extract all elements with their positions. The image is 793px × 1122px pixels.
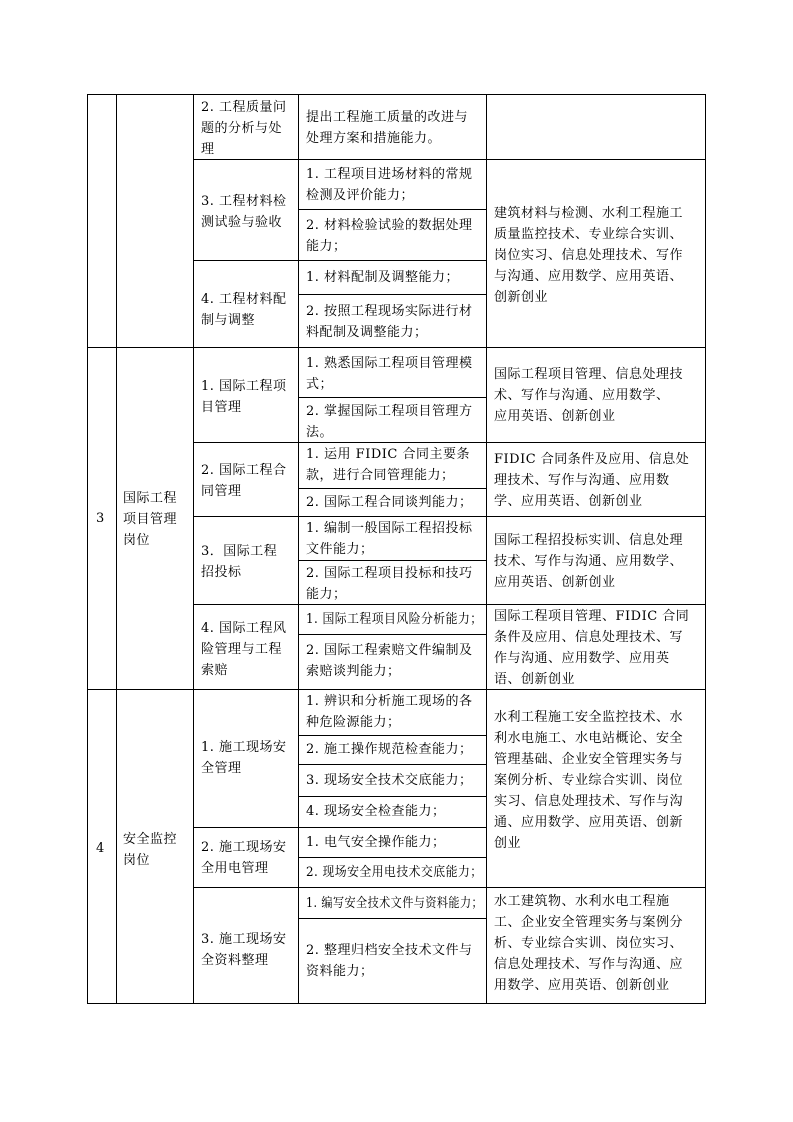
col-divider-2	[193, 94, 194, 1004]
course-line: 用数学、应用英语、创新创业	[494, 978, 670, 993]
ability-separator	[298, 560, 486, 561]
post-name-line: 岗位	[123, 853, 151, 868]
course-line: 岗位实习、信息处理技术、写作	[494, 248, 684, 263]
task-separator	[193, 827, 486, 828]
course-line: 条件及应用、信息处理技术、写	[494, 630, 684, 645]
ability-separator	[298, 488, 486, 489]
ability-line: 4. 现场安全检查能力；	[306, 804, 446, 819]
task-name-line: 2. 工程质量问	[201, 100, 287, 115]
task-name-line: 2. 施工现场安	[201, 840, 287, 855]
ability-line: 1. 编制一般国际工程招投标	[306, 521, 473, 536]
table-bottom-border	[87, 1003, 706, 1004]
task-separator	[193, 887, 706, 888]
task-name-line: 3．国际工程	[201, 544, 278, 559]
course-line: 国际工程项目管理、FIDIC 合同	[494, 609, 690, 624]
post-name-line: 安全监控	[123, 832, 178, 847]
row-number: 3	[96, 511, 105, 526]
ability-line: 2. 按照工程现场实际进行材	[306, 304, 473, 319]
task-name-line: 制与调整	[201, 313, 256, 328]
task-separator	[193, 260, 486, 261]
ability-line: 能力；	[306, 239, 347, 254]
ability-separator	[298, 796, 486, 797]
ability-separator	[298, 209, 486, 210]
ability-line: 款，进行合同管理能力；	[306, 468, 455, 483]
ability-line: 2. 国际工程合同谈判能力；	[306, 495, 473, 510]
task-name-line: 题的分析与处	[201, 121, 283, 136]
course-line: 理技术、写作与沟通、应用数	[494, 473, 670, 488]
course-line: 国际工程招投标实训、信息处理	[494, 533, 684, 548]
course-line: 创新创业	[494, 290, 549, 305]
ability-separator	[298, 735, 486, 736]
ability-line: 式；	[306, 377, 334, 392]
ability-line: 处理方案和措施能力。	[306, 131, 442, 146]
ability-line: 1. 电气安全操作能力；	[306, 835, 446, 850]
task-name-line: 全用电管理	[201, 861, 269, 876]
task-name-line: 目管理	[201, 400, 242, 415]
course-line: 利水电施工、水电站概论、安全	[494, 731, 684, 746]
post-name-line: 国际工程	[123, 491, 178, 506]
course-line: 工、企业安全管理实务与案例分	[494, 915, 684, 930]
course-line: 建筑材料与检测、水利工程施工	[494, 206, 684, 221]
ability-line: 法。	[306, 425, 334, 440]
row-separator	[87, 689, 706, 690]
ability-line: 能力；	[306, 587, 347, 602]
task-name-line: 1. 国际工程项	[201, 379, 287, 394]
row-separator	[87, 347, 706, 348]
task-name-line: 险管理与工程	[201, 642, 283, 657]
course-line: 应用英语、创新创业	[494, 409, 616, 424]
course-line: 术、写作与沟通、应用数学、	[494, 388, 670, 403]
task-separator	[193, 442, 706, 443]
course-line: 质量监控技术、专业综合实训、	[494, 227, 684, 242]
task-name-line: 3. 工程材料检	[201, 194, 287, 209]
ability-line: 2. 国际工程项目投标和技巧	[306, 566, 473, 581]
task-name-line: 4. 工程材料配	[201, 292, 287, 307]
course-line: 应用英语、创新创业	[494, 575, 616, 590]
ability-line: 1. 编写安全技术文件与资料能力；	[306, 896, 484, 911]
ability-line: 资料能力；	[306, 964, 374, 979]
course-line: 水工建筑物、水利水电工程施	[494, 894, 670, 909]
table-right-border	[705, 94, 706, 1004]
table-left-border	[87, 94, 88, 1004]
ability-line: 文件能力；	[306, 542, 374, 557]
post-name-line: 项目管理	[123, 512, 178, 527]
course-line: 语、创新创业	[494, 672, 576, 687]
ability-line: 检测及评价能力；	[306, 188, 415, 203]
course-line: 国际工程项目管理、信息处理技	[494, 367, 684, 382]
task-name-line: 3. 施工现场安	[201, 932, 287, 947]
ability-line: 1. 工程项目进场材料的常规	[306, 167, 473, 182]
ability-line: 1. 熟悉国际工程项目管理模	[306, 356, 473, 371]
ability-separator	[298, 294, 486, 295]
table-top-border	[87, 94, 706, 95]
task-name-line: 4. 国际工程风	[201, 621, 287, 636]
ability-line: 索赔谈判能力；	[306, 664, 401, 679]
ability-separator	[298, 764, 486, 765]
ability-line: 2. 施工操作规范检查能力；	[306, 742, 473, 757]
task-name-line: 测试验与验收	[201, 215, 283, 230]
task-name-line: 1. 施工现场安	[201, 740, 287, 755]
task-name-line: 同管理	[201, 484, 242, 499]
course-line: 管理基础、企业安全管理实务与	[494, 752, 684, 767]
task-name-line: 索赔	[201, 663, 229, 678]
ability-line: 1. 运用 FIDIC 合同主要条	[306, 447, 470, 462]
course-line: 创业	[494, 836, 522, 851]
ability-line: 2. 国际工程索赔文件编制及	[306, 643, 473, 658]
col-divider-3	[298, 94, 299, 1004]
col-divider-1	[116, 94, 117, 1004]
course-line: 实习、信息处理技术、写作与沟	[494, 794, 684, 809]
ability-line: 2. 掌握国际工程项目管理方	[306, 404, 473, 419]
task-name-line: 2. 国际工程合	[201, 463, 287, 478]
task-name-line: 全资料整理	[201, 953, 269, 968]
task-separator	[193, 516, 706, 517]
course-line: 信息处理技术、写作与沟通、应	[494, 957, 684, 972]
ability-line: 提出工程施工质量的改进与	[306, 110, 469, 125]
course-line: 析、专业综合实训、岗位实习、	[494, 936, 684, 951]
ability-line: 1. 国际工程项目风险分析能力；	[306, 612, 483, 627]
course-line: 通、应用数学、应用英语、创新	[494, 815, 684, 830]
ability-separator	[298, 918, 486, 919]
task-name-line: 理	[201, 142, 215, 157]
ability-line: 种危险源能力；	[306, 715, 401, 730]
course-line: 技术、写作与沟通、应用数学、	[494, 554, 684, 569]
ability-separator	[298, 397, 486, 398]
ability-line: 2. 现场安全用电技术交底能力；	[306, 865, 483, 880]
ability-line: 2. 材料检验试验的数据处理	[306, 218, 473, 233]
ability-line: 3. 现场安全技术交底能力；	[306, 773, 473, 788]
ability-line: 料配制及调整能力；	[306, 325, 428, 340]
ability-separator	[298, 634, 486, 635]
row-number: 4	[96, 841, 105, 856]
ability-separator	[298, 857, 486, 858]
course-line: 与沟通、应用数学、应用英语、	[494, 269, 684, 284]
task-separator	[193, 159, 706, 160]
ability-line: 2. 整理归档安全技术文件与	[306, 943, 473, 958]
course-line: FIDIC 合同条件及应用、信息处	[494, 452, 690, 467]
ability-line: 1. 辨识和分析施工现场的各	[306, 694, 473, 709]
course-line: 案例分析、专业综合实训、岗位	[494, 773, 684, 788]
post-name-line: 岗位	[123, 533, 151, 548]
course-line: 作与沟通、应用数学、应用英	[494, 651, 670, 666]
task-separator	[193, 604, 706, 605]
task-name-line: 全管理	[201, 761, 242, 776]
col-divider-4	[486, 94, 487, 1004]
course-line: 水利工程施工安全监控技术、水	[494, 710, 684, 725]
ability-line: 1. 材料配制及调整能力；	[306, 270, 460, 285]
task-name-line: 招投标	[201, 565, 242, 580]
course-line: 学、应用英语、创新创业	[494, 494, 643, 509]
